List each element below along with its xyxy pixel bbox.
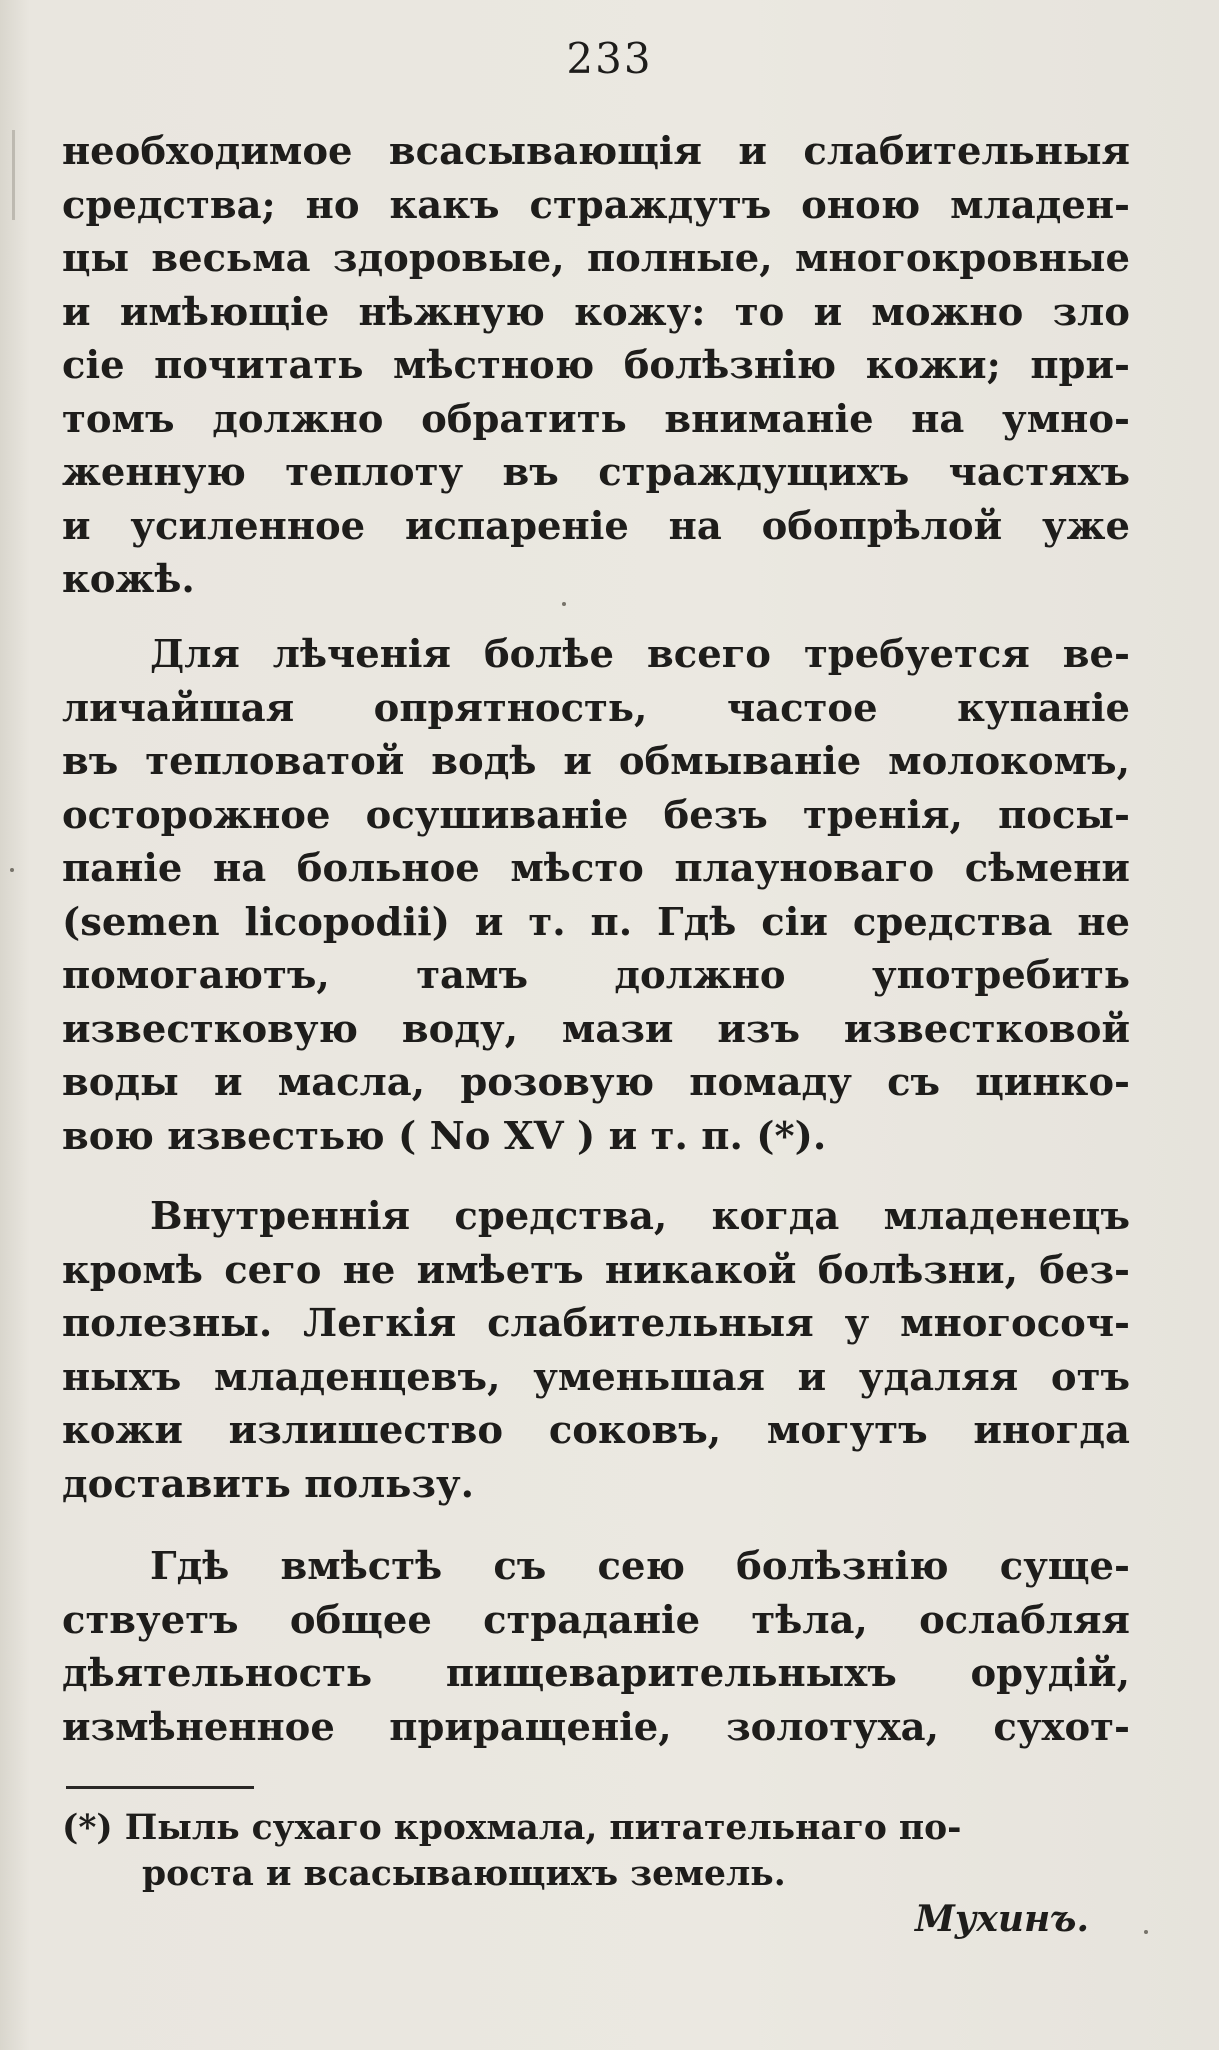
page-number: 233 <box>566 34 653 83</box>
text-line: паніе на больное мѣсто плауноваго сѣмени <box>62 846 1130 891</box>
footnote-line: роста и всасывающихъ земель. <box>142 1854 786 1894</box>
text-line: средства; но какъ страждутъ оною младен- <box>62 182 1130 228</box>
paragraph-2 <box>62 628 1130 1163</box>
text-line: осторожное осушиваніе безъ тренія, посы- <box>62 792 1130 838</box>
text-line: кромѣ сего не имѣетъ никакой болѣзни, без- <box>62 1247 1130 1293</box>
text-line: воды и масла, розовую помаду съ цинко- <box>62 1060 1130 1105</box>
text-line: Для лѣченія болѣе всего требуется ве- <box>150 632 1130 677</box>
text-line: кожѣ. <box>62 557 195 602</box>
text-line: Внутреннія средства, когда младенецъ <box>150 1194 1130 1239</box>
footnote-divider <box>66 1786 254 1789</box>
text-line: женную теплоту въ страждущихъ частяхъ <box>62 450 1130 495</box>
text-line: необходимое всасывающія и слабительныя <box>62 129 1130 174</box>
text-line: известковую воду, мази изъ известковой <box>62 1006 1130 1052</box>
text-line: личайшая опрятность, частое купаніе <box>62 685 1130 731</box>
footnote <box>62 1805 1130 1897</box>
paragraph-1 <box>62 125 1130 607</box>
text-line: полезны. Легкія слабительныя у многосоч- <box>62 1301 1130 1346</box>
text-line: помогаютъ, тамъ должно употребить <box>62 953 1130 998</box>
text-line: цы весьма здоровые, полные, многокровные <box>62 236 1130 281</box>
page-edge-shadow <box>12 130 15 220</box>
text-line: дѣятельность пищеварительныхъ орудій, <box>62 1651 1130 1696</box>
paper-speck <box>562 602 566 606</box>
text-line: и имѣющіе нѣжную кожу: то и можно зло <box>62 289 1130 335</box>
text-line: и усиленное испареніе на обопрѣлой уже <box>62 503 1130 549</box>
text-line: вою известью ( No XV ) и т. п. (*). <box>62 1113 827 1159</box>
paragraph-3 <box>62 1190 1130 1511</box>
text-line: томъ должно обратить вниманіе на умно- <box>62 396 1130 442</box>
text-line: доставить пользу. <box>62 1461 475 1507</box>
footnote-line: (*) Пыль сухаго крохмала, питательнаго по- <box>62 1808 962 1848</box>
text-line: Гдѣ вмѣстѣ съ сею болѣзнію суще- <box>150 1544 1130 1589</box>
text-line: (semen licopodii) и т. п. Гдѣ сіи средства не <box>62 899 1130 945</box>
text-line: ствуетъ общее страданіе тѣла, ослабляя <box>62 1597 1130 1643</box>
text-line: измѣненное приращеніе, золотуха, сухот- <box>62 1704 1130 1750</box>
paper-speck <box>1144 1930 1148 1934</box>
footnote-signature: Мухинъ. <box>915 1898 1089 1940</box>
paragraph-4 <box>62 1540 1130 1754</box>
paper-speck <box>10 868 14 872</box>
text-line: сіе почитать мѣстною болѣзнію кожи; при- <box>62 343 1130 388</box>
text-line: ныхъ младенцевъ, уменьшая и удаляя отъ <box>62 1354 1130 1400</box>
text-line: кожи излишество соковъ, могутъ иногда <box>62 1408 1130 1453</box>
text-line: въ тепловатой водѣ и обмываніе молокомъ, <box>62 739 1130 784</box>
